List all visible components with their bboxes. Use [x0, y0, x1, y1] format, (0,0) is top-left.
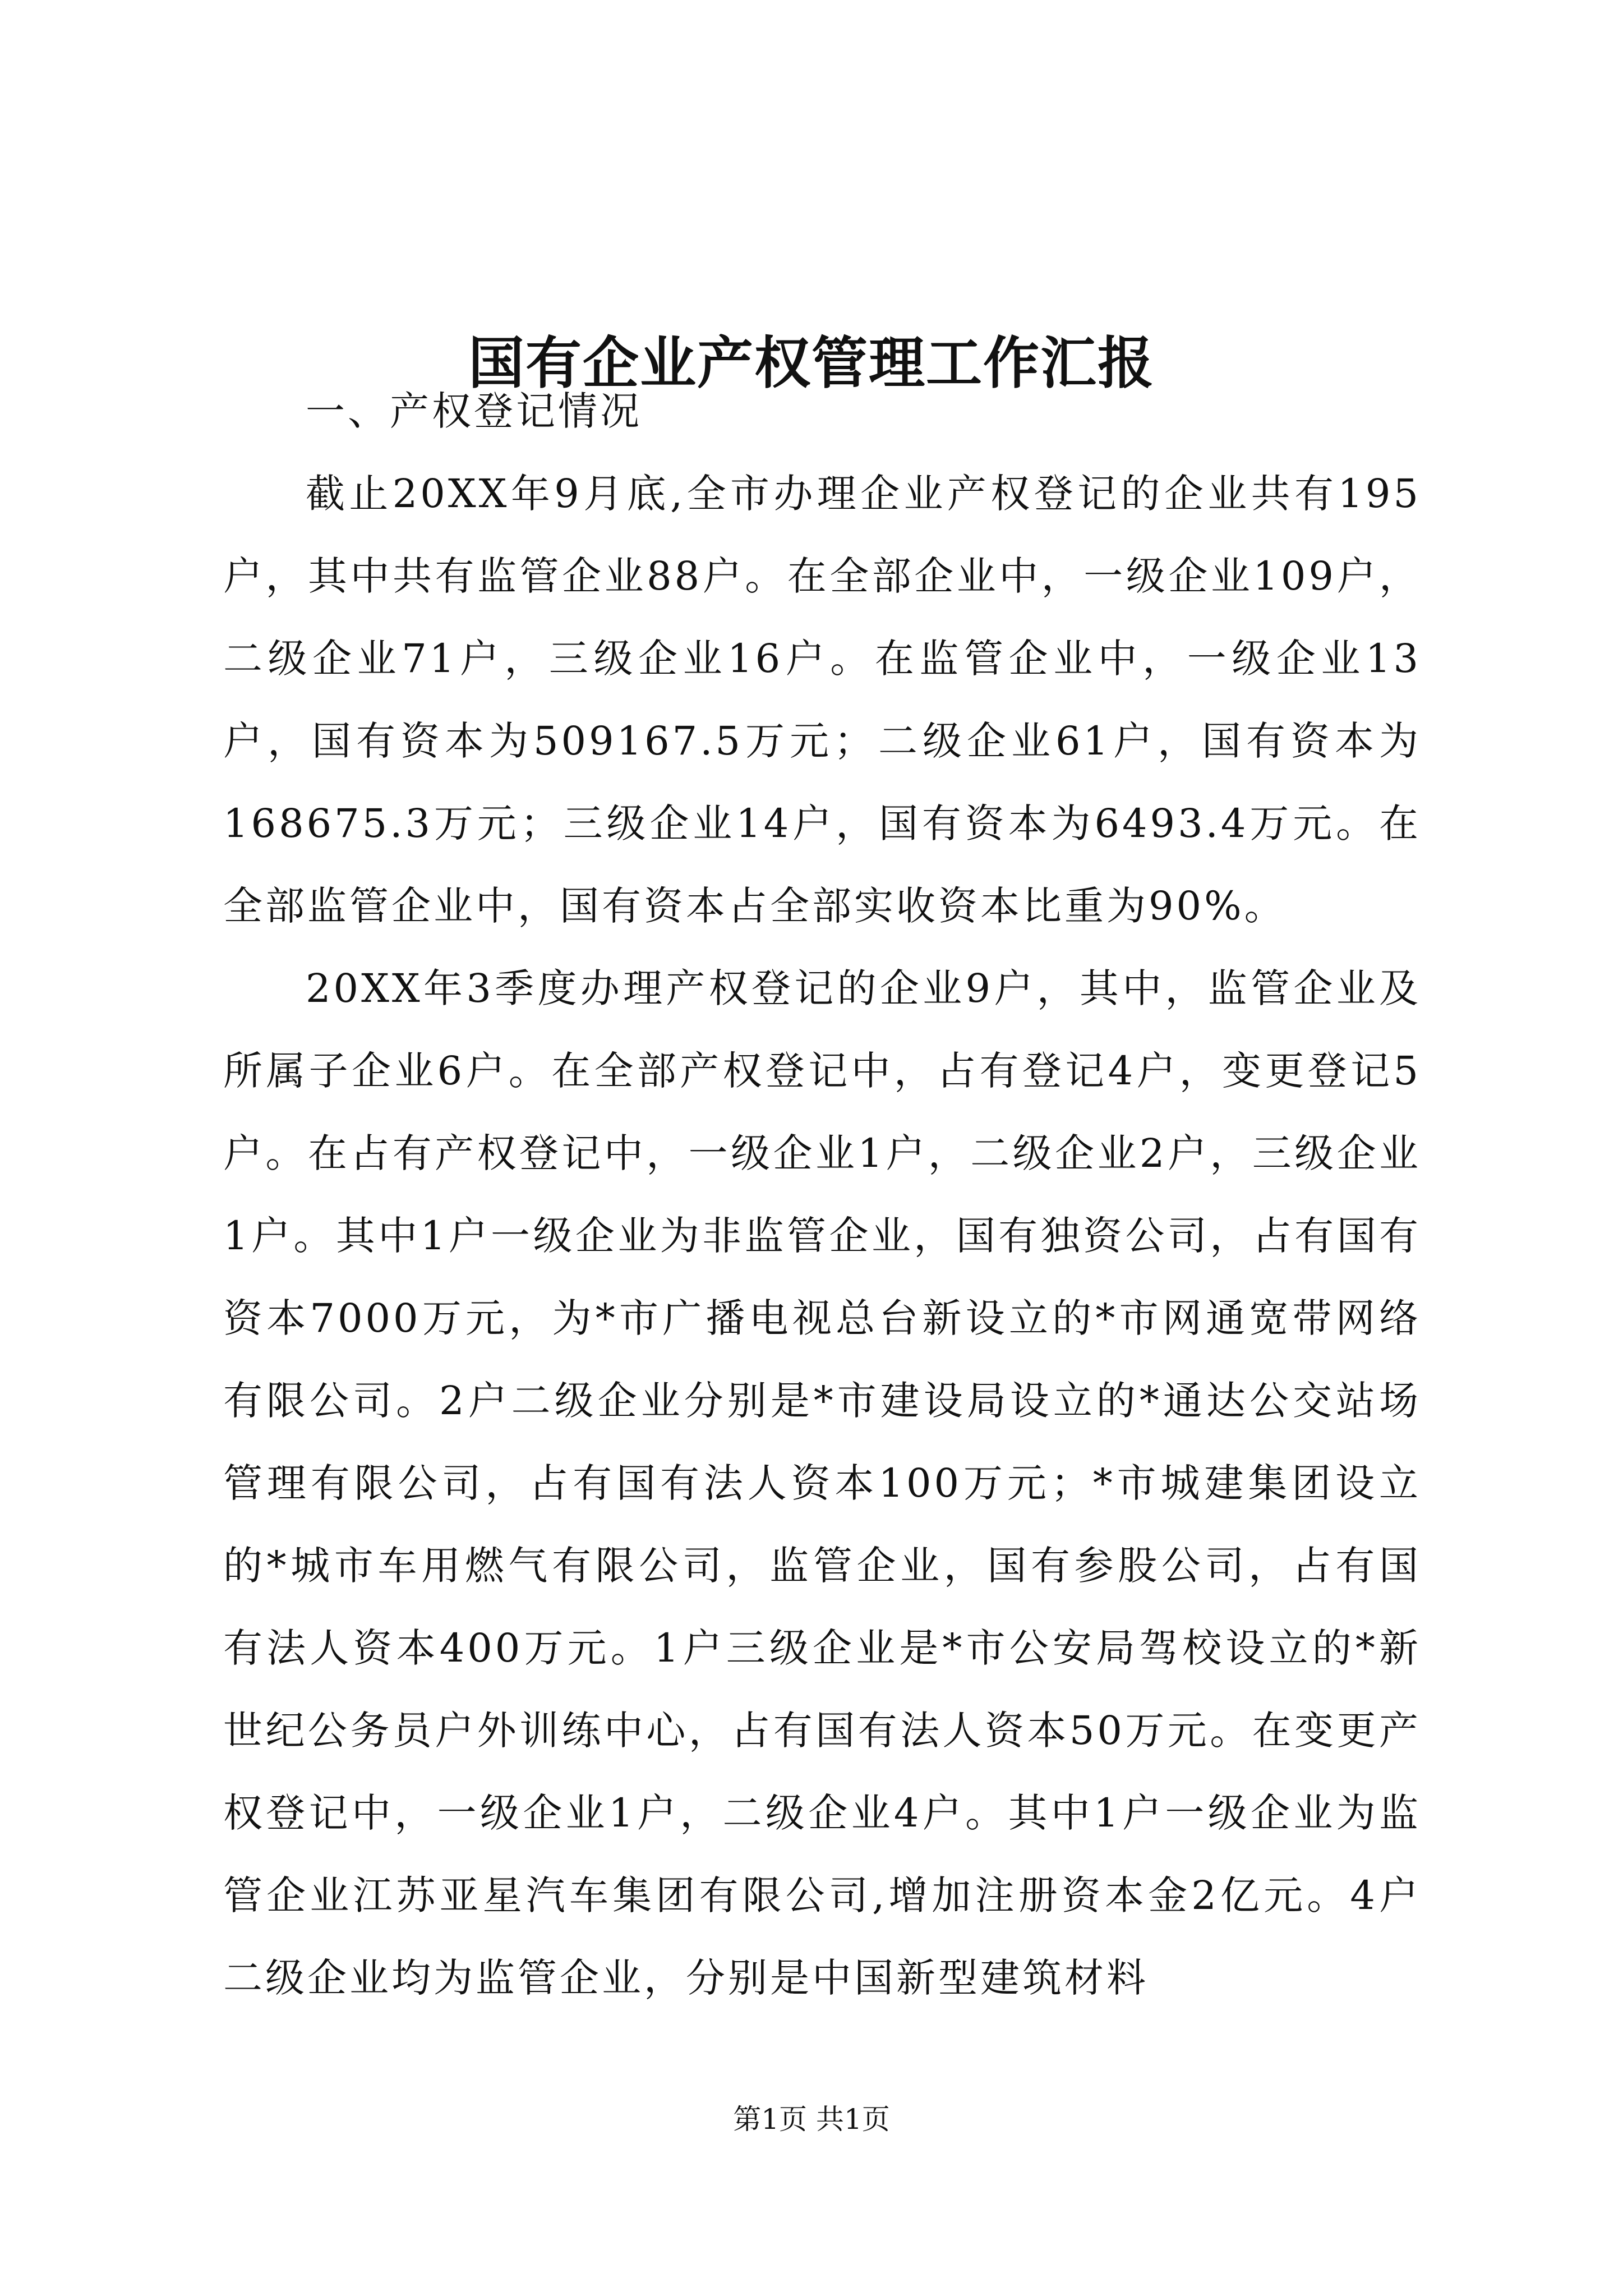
document-body — [223, 370, 1421, 2019]
section-heading: 一、产权登记情况 — [306, 388, 642, 434]
document-title: 国有企业产权管理工作汇报 — [468, 330, 1155, 396]
paragraph: 20XX年3季度办理产权登记的企业9户，其中，监管企业及所属子企业6户。在全部产权登记中，占有登记4户，变更登记5户。在占有产权登记中，一级企业1户，二级企业2户，三级企业1户。其中1户一级企业为非监管企业，国有独资公司，占有国有资本7000万元，为*市广播电视总台新设立的*市网通宽带网络有限公司。2户二级企业分别是*市建设局设立的*通达公交站场管理有限公司，占有国有法人资本100万元；*市城建集团设立的*城市车用燃气有限公司，监管企业，国有参股公司，占有国有法人资本400万元。1户三级企业是*市公安局驾校设立的*新世纪公务员户外训练中心，占有国有法人资本50万元。在变更产权登记中，一级企业1户，二级企业4户。其中1户一级企业为监管企业江苏亚星汽车集团有限公司,增加注册资本金2亿元。4户二级企业均为监管企业，分别是中国新型建筑材料 — [223, 965, 1421, 2001]
paragraph: 截止20XX年9月底,全市办理企业产权登记的企业共有195户，其中共有监管企业88户。在全部企业中，一级企业109户，二级企业71户，三级企业16户。在监管企业中，一级企业13户，国有资本为509167.5万元；二级企业61户，国有资本为168675.3万元；三级企业14户，国有资本为6493.4万元。在全部监管企业中，国有资本占全部实收资本比重为90%。 — [223, 471, 1421, 929]
page-footer: 第1页 共1页 — [733, 2103, 890, 2136]
